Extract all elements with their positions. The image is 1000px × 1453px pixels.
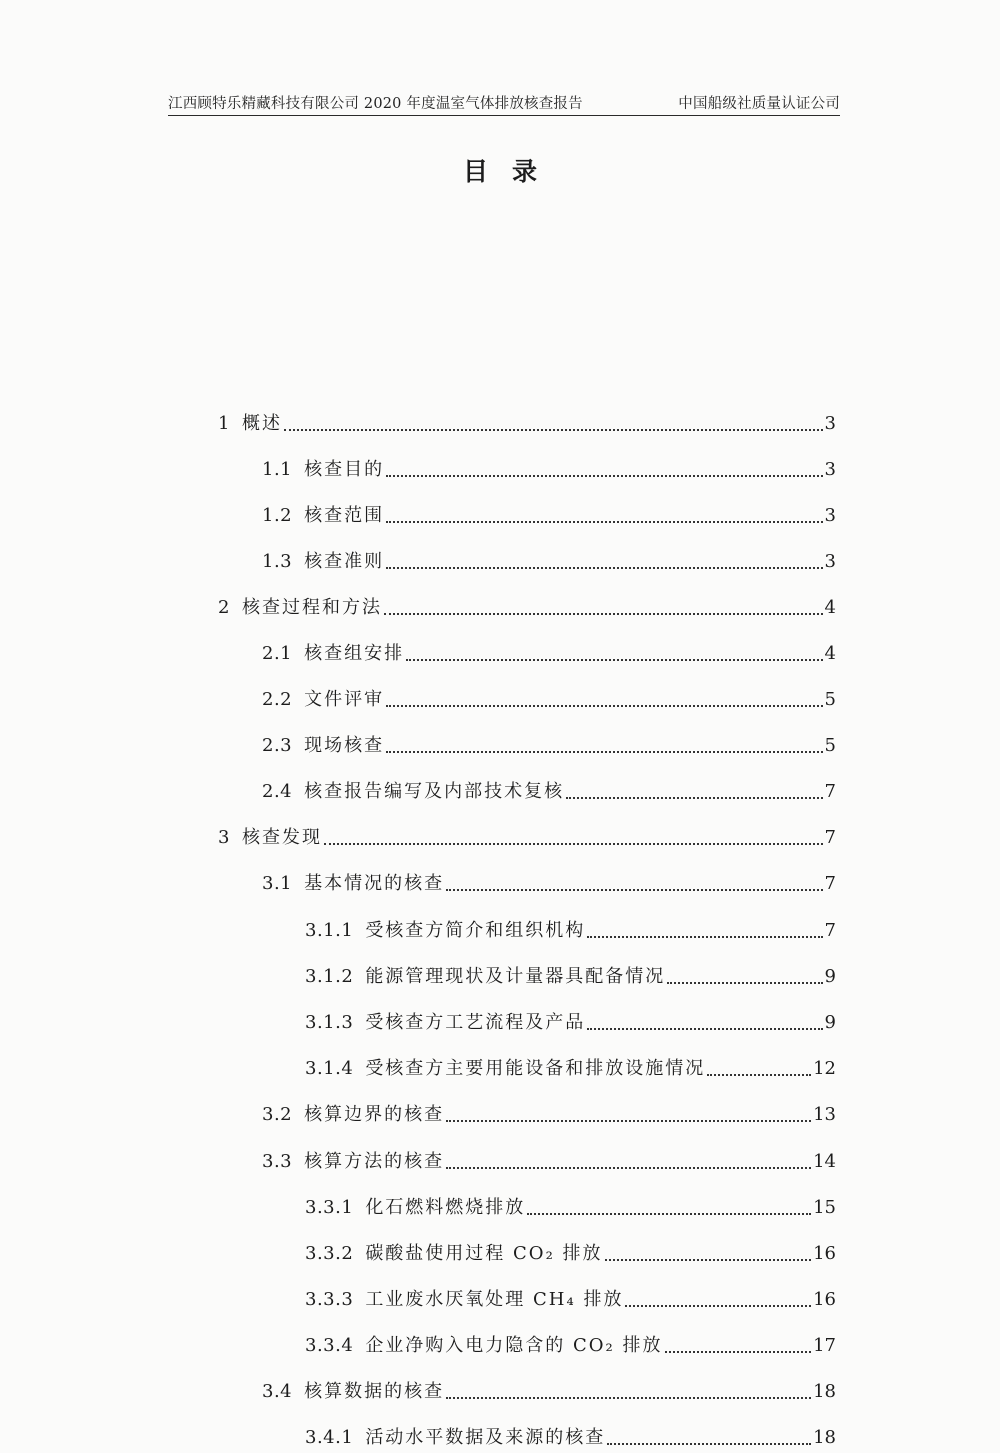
toc-entry-number: 1.2 xyxy=(262,505,293,526)
toc-leader-dots xyxy=(605,1259,812,1261)
header-organization: 中国船级社质量认证公司 xyxy=(678,96,840,112)
toc-leader-dots xyxy=(406,659,822,661)
toc-entry-number: 3.3.3 xyxy=(305,1289,354,1310)
toc-leader-dots xyxy=(446,1167,811,1169)
toc-entry[interactable] xyxy=(262,501,836,531)
toc-entry-label: 核查准则 xyxy=(304,551,385,572)
toc-entry[interactable] xyxy=(262,685,836,715)
toc-leader-dots xyxy=(665,1351,812,1353)
toc-leader-dots xyxy=(446,1397,811,1399)
toc-leader-dots xyxy=(587,1028,822,1030)
toc-entry-page: 18 xyxy=(813,1427,836,1448)
toc-entry-label: 核查过程和方法 xyxy=(241,597,382,618)
toc-entry-label: 核算数据的核查 xyxy=(304,1381,445,1402)
toc-entry[interactable] xyxy=(262,455,836,485)
toc-entry-number: 3.1 xyxy=(262,873,293,894)
toc-leader-dots xyxy=(607,1443,811,1445)
toc-entry-page: 3 xyxy=(824,459,836,480)
toc-entry[interactable] xyxy=(262,731,836,761)
toc-entry-number: 3.3 xyxy=(262,1151,293,1172)
toc-entry-number: 3.3.2 xyxy=(305,1243,354,1264)
toc-entry-number: 3.1.4 xyxy=(305,1058,354,1079)
toc-entry-label: 核查组安排 xyxy=(304,643,405,664)
toc-entry[interactable] xyxy=(305,1054,836,1084)
toc-leader-dots xyxy=(386,475,822,477)
toc-leader-dots xyxy=(386,521,822,523)
toc-entry[interactable] xyxy=(262,1377,836,1407)
toc-entry-label: 概述 xyxy=(241,413,282,434)
toc-entry[interactable] xyxy=(305,1193,836,1223)
toc-entry-page: 3 xyxy=(824,413,836,434)
toc-entry-number: 2.2 xyxy=(262,689,293,710)
toc-entry-number: 1 xyxy=(218,413,230,434)
toc-entry-page: 14 xyxy=(813,1151,836,1172)
toc-entry-label: 核查目的 xyxy=(304,459,385,480)
toc-entry[interactable] xyxy=(305,962,836,992)
toc-entry-number: 2.1 xyxy=(262,643,293,664)
toc-entry-number: 3 xyxy=(218,827,230,848)
toc-entry-page: 18 xyxy=(813,1381,836,1402)
toc-entry-label: 企业净购入电力隐含的 CO₂ 排放 xyxy=(365,1335,663,1356)
toc-entry-page: 5 xyxy=(824,735,836,756)
toc-entry[interactable] xyxy=(218,593,836,623)
toc-title: 目录 xyxy=(462,157,561,186)
toc-leader-dots xyxy=(667,982,822,984)
toc-leader-dots xyxy=(446,889,822,891)
toc-entry[interactable] xyxy=(305,916,836,946)
toc-entry[interactable] xyxy=(262,547,836,577)
toc-leader-dots xyxy=(384,613,823,615)
toc-leader-dots xyxy=(566,797,822,799)
toc-entry-number: 3.4 xyxy=(262,1381,293,1402)
toc-entry-label: 核查发现 xyxy=(241,827,322,848)
toc-entry[interactable] xyxy=(262,1100,836,1130)
toc-entry-page: 5 xyxy=(824,689,836,710)
toc-entry-label: 碳酸盐使用过程 CO₂ 排放 xyxy=(365,1243,603,1264)
toc-entry-number: 2 xyxy=(218,597,230,618)
toc-entry[interactable] xyxy=(262,1147,836,1177)
toc-entry[interactable] xyxy=(305,1008,836,1038)
toc-entry-label: 现场核查 xyxy=(304,735,385,756)
toc-entry-label: 核查范围 xyxy=(304,505,385,526)
toc-entry-page: 16 xyxy=(813,1289,836,1310)
toc-entry-label: 化石燃料燃烧排放 xyxy=(365,1197,526,1218)
toc-entry-number: 3.3.4 xyxy=(305,1335,354,1356)
toc-entry-number: 2.3 xyxy=(262,735,293,756)
toc-entry-label: 基本情况的核查 xyxy=(304,873,445,894)
toc-entry-page: 16 xyxy=(813,1243,836,1264)
toc-entry-page: 3 xyxy=(824,551,836,572)
toc-leader-dots xyxy=(587,936,822,938)
toc-entry[interactable] xyxy=(218,823,836,853)
toc-entry-page: 15 xyxy=(813,1197,836,1218)
toc-leader-dots xyxy=(707,1074,811,1076)
toc-entry-number: 2.4 xyxy=(262,781,293,802)
toc-entry-page: 3 xyxy=(824,505,836,526)
toc-entry-page: 7 xyxy=(824,827,836,848)
toc-leader-dots xyxy=(324,843,823,845)
toc-entry-label: 文件评审 xyxy=(304,689,385,710)
toc-entry-page: 9 xyxy=(824,1012,836,1033)
toc-entry-page: 9 xyxy=(824,966,836,987)
page-header xyxy=(168,92,840,113)
toc-entry-page: 13 xyxy=(813,1104,836,1125)
toc-leader-dots xyxy=(625,1305,811,1307)
toc-leader-dots xyxy=(386,567,822,569)
toc-entry[interactable] xyxy=(262,869,836,899)
toc-leader-dots xyxy=(386,751,822,753)
toc-entry-number: 1.1 xyxy=(262,459,293,480)
toc-entry-label: 核查报告编写及内部技术复核 xyxy=(304,781,565,802)
toc-entry[interactable] xyxy=(262,777,836,807)
toc-entry-label: 能源管理现状及计量器具配备情况 xyxy=(365,966,666,987)
toc-leader-dots xyxy=(446,1120,811,1122)
toc-entry[interactable] xyxy=(305,1239,836,1269)
toc-entry-page: 7 xyxy=(824,873,836,894)
toc-entry-number: 3.1.2 xyxy=(305,966,354,987)
toc-entry-page: 7 xyxy=(824,781,836,802)
header-divider xyxy=(168,115,840,116)
toc-entry-label: 工业废水厌氧处理 CH₄ 排放 xyxy=(365,1289,624,1310)
toc-entry-page: 17 xyxy=(813,1335,836,1356)
toc-entry-label: 受核查方简介和组织机构 xyxy=(365,920,586,941)
toc-entry[interactable] xyxy=(305,1423,836,1453)
toc-entry-number: 3.3.1 xyxy=(305,1197,354,1218)
toc-leader-dots xyxy=(386,705,822,707)
toc-leader-dots xyxy=(527,1213,811,1215)
toc-entry-page: 7 xyxy=(824,920,836,941)
toc-entry-label: 核算方法的核查 xyxy=(304,1151,445,1172)
toc-entry-number: 3.4.1 xyxy=(305,1427,354,1448)
toc-entry[interactable] xyxy=(305,1331,836,1361)
toc-entry-number: 3.1.3 xyxy=(305,1012,354,1033)
toc-entry-label: 受核查方工艺流程及产品 xyxy=(365,1012,586,1033)
toc-entry-number: 1.3 xyxy=(262,551,293,572)
toc-entry-page: 4 xyxy=(824,643,836,664)
toc-entry-number: 3.1.1 xyxy=(305,920,354,941)
toc-entry-page: 12 xyxy=(813,1058,836,1079)
toc-entry-number: 3.2 xyxy=(262,1104,293,1125)
header-report-title: 江西顾特乐精藏科技有限公司 2020 年度温室气体排放核查报告 xyxy=(168,96,583,112)
toc-entry-label: 受核查方主要用能设备和排放设施情况 xyxy=(365,1058,706,1079)
toc-entry-label: 核算边界的核查 xyxy=(304,1104,445,1125)
toc-entry-page: 4 xyxy=(824,597,836,618)
toc-entry[interactable] xyxy=(218,409,836,439)
toc-leader-dots xyxy=(284,429,823,431)
toc-entry-label: 活动水平数据及来源的核查 xyxy=(365,1427,606,1448)
toc-entry[interactable] xyxy=(305,1285,836,1315)
toc-entry[interactable] xyxy=(262,639,836,669)
